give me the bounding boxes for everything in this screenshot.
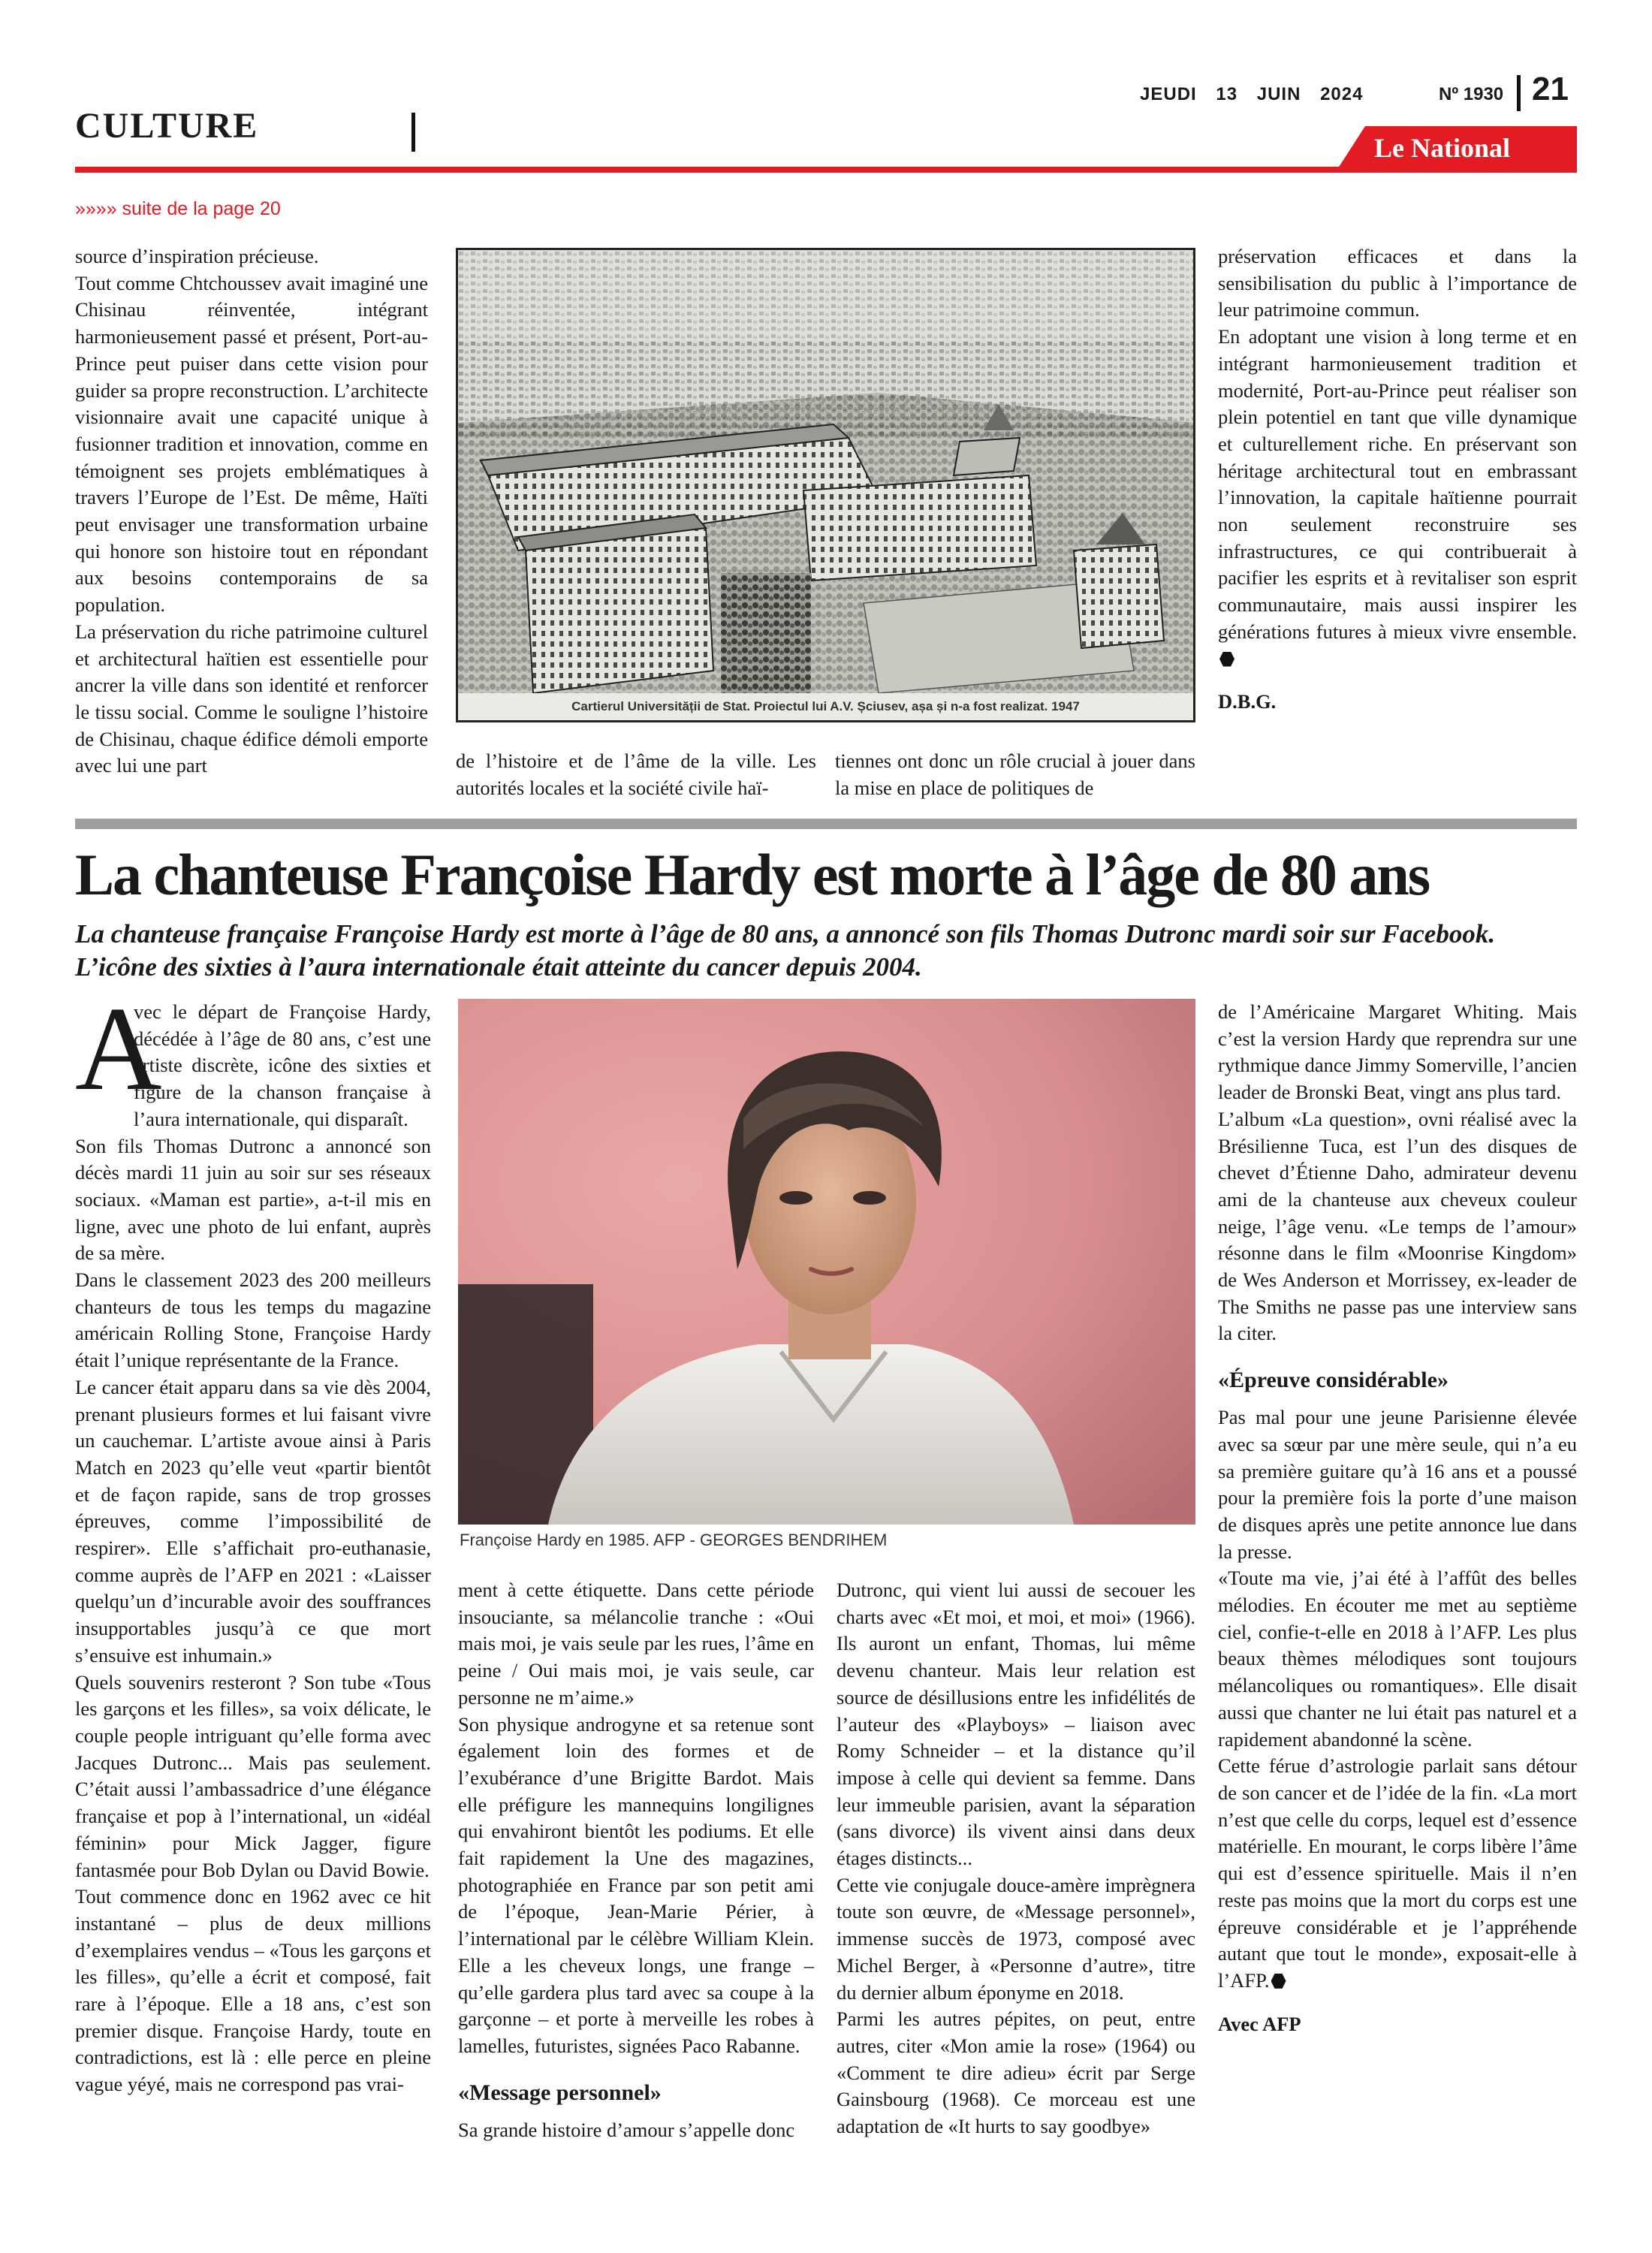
subheading: «Message personnel»: [458, 2080, 662, 2105]
paragraph: Pas mal pour une jeune Parisienne élevée avec sa sœur par une mère seule, qui n’a eu sa première guitare qu’à 16 ans et a poussé pour la première fois la porte d’une maison de disques après une petite annonce lue dans la presse.: [1218, 1406, 1577, 1563]
page-number: 21: [1532, 71, 1569, 107]
main-article-col3: [837, 1577, 1195, 2140]
paragraph: Tout comme Chtchoussev avait imaginé une Chisinau réinventée, intégrant harmonieusement passé et présent, Port-au-Prince peut puiser dans cette vision pour guider sa propre reconstruction. L’architecte visionnaire avait une capacité unique à fusionner tradition et innovation, comme en témoignent ses projets emblématiques à travers l’Europe de l’Est. De même, Haïti peut envisager une transformation urbaine qui honore son histoire tout en répondant aux besoins contemporains de sa population.: [75, 271, 428, 617]
main-article-col1: [75, 999, 431, 2098]
paragraph: Parmi les autres pépites, on peut, entre autres, citer «Mon amie la rose» (1964) ou «Comment te dire adieu» écrit par Serge Gainsbourg (1968). Ce morceau est une adaptation de «It hurts to say goodbye»: [837, 2007, 1195, 2138]
paragraph: Dutronc, qui vient lui aussi de secouer les charts avec «Et moi, et moi, et moi» (1966). Ils auront un enfant, Thomas, lui même devenu chanteur. Mais leur relation est source de désillusions entre les infidélités de l’auteur des «Playboys» – liaison avec Romy Schneider – et la distance qu’il impose à celle qui devient sa femme. Dans leur immeuble parisien, avant la séparation (sans divorce) ils vivent ainsi dans deux étages distincts...: [837, 1579, 1195, 1870]
paragraph: Quels souvenirs resteront ? Son tube «Tous les garçons et les filles», sa voix délicate, le couple people intriguant qu’elle forma avec Jacques Dutronc... Mais pas seulement. C’était aussi l’ambassadrice d’une élégance française et pop à l’international, un «idéal féminin» pour Mick Jagger, figure fantasmée pour Bob Dylan ou David Bowie.: [75, 1670, 431, 1881]
paragraph: préservation efficaces et dans la sensibilisation du public à l’importance de leur patrimoine commun.: [1218, 245, 1577, 321]
subheadline: La chanteuse française Françoise Hardy est morte à l’âge de 80 ans, a annoncé son fils Thomas Dutronc mardi soir sur Facebook. L’icône des sixties à l’aura internationale était atteinte du cancer depuis 2004.: [75, 919, 1496, 982]
paragraph: Sa grande histoire d’amour s’appelle donc: [458, 2118, 795, 2141]
photo-caption: Françoise Hardy en 1985. AFP - GEORGES BENDRIHEM: [460, 1531, 888, 1549]
author-signature: D.B.G.: [1218, 690, 1277, 713]
top-article-col1: [75, 243, 428, 780]
francoise-hardy-photo: [458, 999, 1195, 1525]
paragraph: En adoptant une vision à long terme et en intégrant harmonieusement tradition et modernité, Port-au-Prince peut réaliser son plein potentiel en tant que ville dynamique et culturellement riche. En préservant son héritage architectural tout en embrassant l’innovation, la capitale haïtienne pourrait non seulement reconstruire ses infrastructures, ce qui contribuerait à pacifier les esprits et à revitaliser son esprit communautaire, mais aussi inspirer les générations futures à mieux vivre ensemble.: [1218, 324, 1577, 672]
paragraph: Tout commence donc en 1962 avec ce hit instantané – plus de deux millions d’exemplaires vendus – «Tous les garçons et les filles», qu’elle a écrit et composé, fait rare à l’époque. Elle a 18 ans, c’est son premier disque. Françoise Hardy, toute en contradictions, est là : elle perce en pleine vague yéyé, mais ne correspond pas vrai-: [75, 1885, 431, 2096]
continued-from: »»»» suite de la page 20: [75, 198, 281, 219]
paragraph: L’album «La question», ovni réalisé avec la Brésilienne Tuca, est l’un des disques de chevet d’Étienne Daho, admirateur devenu ami de la chanteuse aux cheveux couleur neige, l’âge venu. «Le temps de l’amour» résonne dans le film «Moonrise Kingdom» de Wes Anderson et Morrissey, ex-leader de The Smiths ne passe pas une interview sans la citer.: [1218, 1107, 1577, 1345]
paragraph: Cette vie conjugale douce-amère imprègnera toute son œuvre, de «Message personnel», immense succès de 1973, composé avec Michel Berger, à «Personne d’autre», titre du dernier album éponyme en 2018.: [837, 1873, 1195, 2004]
paragraph: Son fils Thomas Dutronc a annoncé son décès mardi 11 juin au soir sur ses réseaux sociaux. «Maman est partie», a-t-il mis en ligne, avec une photo de lui enfant, auprès de sa mère.: [75, 1134, 431, 1265]
paragraph: Son physique androgyne et sa retenue sont également loin des formes et de l’exubérance d’une Brigitte Bardot. Mais elle préfigure les mannequins longilignes qui envahiront bientôt les podiums. Et elle fait rapidement la Une des magazines, photographiée en France par son petit ami de l’époque, Jean-Marie Périer, à l’international par le célèbre William Klein. Elle a les cheveux longs, une frange – qu’elle gardera plus tard avec sa coupe à la garçonne – et porte à merveille les robes à lamelles, futuristes, signées Paco Rabanne.: [458, 1712, 814, 2057]
image-caption: Cartierul Universității de Stat. Proiectul lui A.V. Șciusev, așa și n-a fost realizat. 1947: [458, 693, 1193, 720]
paragraph: vec le départ de Françoise Hardy, décédée à l’âge de 80 ans, c’est une artiste discrète, icône des sixties et figure de la chanson française à l’aura internationale, qui disparaît.: [134, 1000, 431, 1130]
article-separator: [75, 819, 1577, 829]
issue-number: Nº 1930: [1439, 84, 1504, 104]
brand-name[interactable]: Le National: [1374, 133, 1511, 163]
top-article-col4: [1218, 243, 1577, 716]
end-of-article-icon: [1219, 652, 1234, 667]
paragraph: La préservation du riche patrimoine culturel et architectural haïtien est essentielle pour ancrer la ville dans son identité et renforcer le tissu social. Comme le souligne l’histoire de Chisinau, chaque édifice démoli emporte avec lui une part: [75, 620, 428, 777]
paragraph: source d’inspiration précieuse.: [75, 245, 319, 267]
paragraph: «Toute ma vie, j’ai été à l’affût des belles mélodies. En écouter me met au septième ciel, confie-t-elle en 2018 à l’AFP. Les plus beaux thèmes mélodiques sont toujours mélancoliques ou romantiques». Elle disait aussi que chanter ne lui était pas naturel et a rapidement abandonné la scène.: [1218, 1567, 1577, 1751]
headline[interactable]: La chanteuse Françoise Hardy est morte à l’âge de 80 ans: [75, 842, 1430, 907]
paragraph: Le cancer était apparu dans sa vie dès 2004, prenant plusieurs formes et lui faisant vivre un cauchemar. L’artiste avoue ainsi à Paris Match en 2023 qu’elle veut «partir bientôt et de façon rapide, sans de trop grosses épreuves, comme l’impossibilité de respirer». Elle s’affichait pro-euthanasie, comme auprès de l’AFP en 2021 : «Laisser quelqu’un d’incurable avoir des souffrances insupportables jusqu’à ce que mort s’ensuive est inhumain.»: [75, 1375, 431, 1666]
paragraph: Dans le classement 2023 des 200 meilleurs chanteurs de tous les temps du magazine américain Rolling Stone, Françoise Hardy était l’unique représentante de la France.: [75, 1268, 431, 1372]
header-rule: [75, 167, 1577, 173]
drop-cap: A: [75, 982, 162, 1115]
end-of-article-icon: [1271, 1974, 1286, 1989]
subheading: «Épreuve considérable»: [1218, 1368, 1449, 1393]
paragraph: ment à cette étiquette. Dans cette période insouciante, sa mélancolie tranche : «Oui mais moi, je vais seule par les rues, l’âme en peine / Oui mais moi, je vais seule, car personne ne m’aime.»: [458, 1579, 814, 1709]
top-article-col3: [835, 748, 1195, 801]
city-illustration: [456, 248, 1195, 722]
issue-date: JEUDI 13 JUIN 2024: [1140, 84, 1364, 104]
top-article-col2: [456, 748, 816, 801]
section-label: CULTURE: [75, 106, 259, 146]
section-divider: [411, 113, 415, 152]
portrait-image: [458, 999, 1195, 1525]
paragraph: de l’histoire et de l’âme de la ville. Les autorités locales et la société civile haï-: [456, 749, 816, 799]
paragraph: tiennes ont donc un rôle crucial à jouer dans la mise en place de politiques de: [835, 749, 1195, 799]
header-divider: [1517, 75, 1521, 111]
paragraph: de l’Américaine Margaret Whiting. Mais c’est la version Hardy que reprendra sur une rythmique dance Jimmy Somerville, l’ancien leader de Bronski Beat, vingt ans plus tard.: [1218, 1000, 1577, 1104]
main-article-col2: [458, 1577, 814, 2143]
main-article-col4: [1218, 999, 1577, 2037]
paragraph: Cette férue d’astrologie parlait sans détour de son cancer et de l’idée de la fin. «La mort n’est que celle du corps, lequel est d’essence matérielle. En mourant, le corps libère l’âme qui est d’essence spirituelle. Mais il n’en reste pas moins que la mort du corps est une épreuve considérable et je l’appréhende autant que tout le monde», exposait-elle à l’AFP.: [1218, 1754, 1577, 1992]
city-illustration-drawing: [458, 250, 1195, 698]
author-signature: Avec AFP: [1218, 2012, 1301, 2035]
